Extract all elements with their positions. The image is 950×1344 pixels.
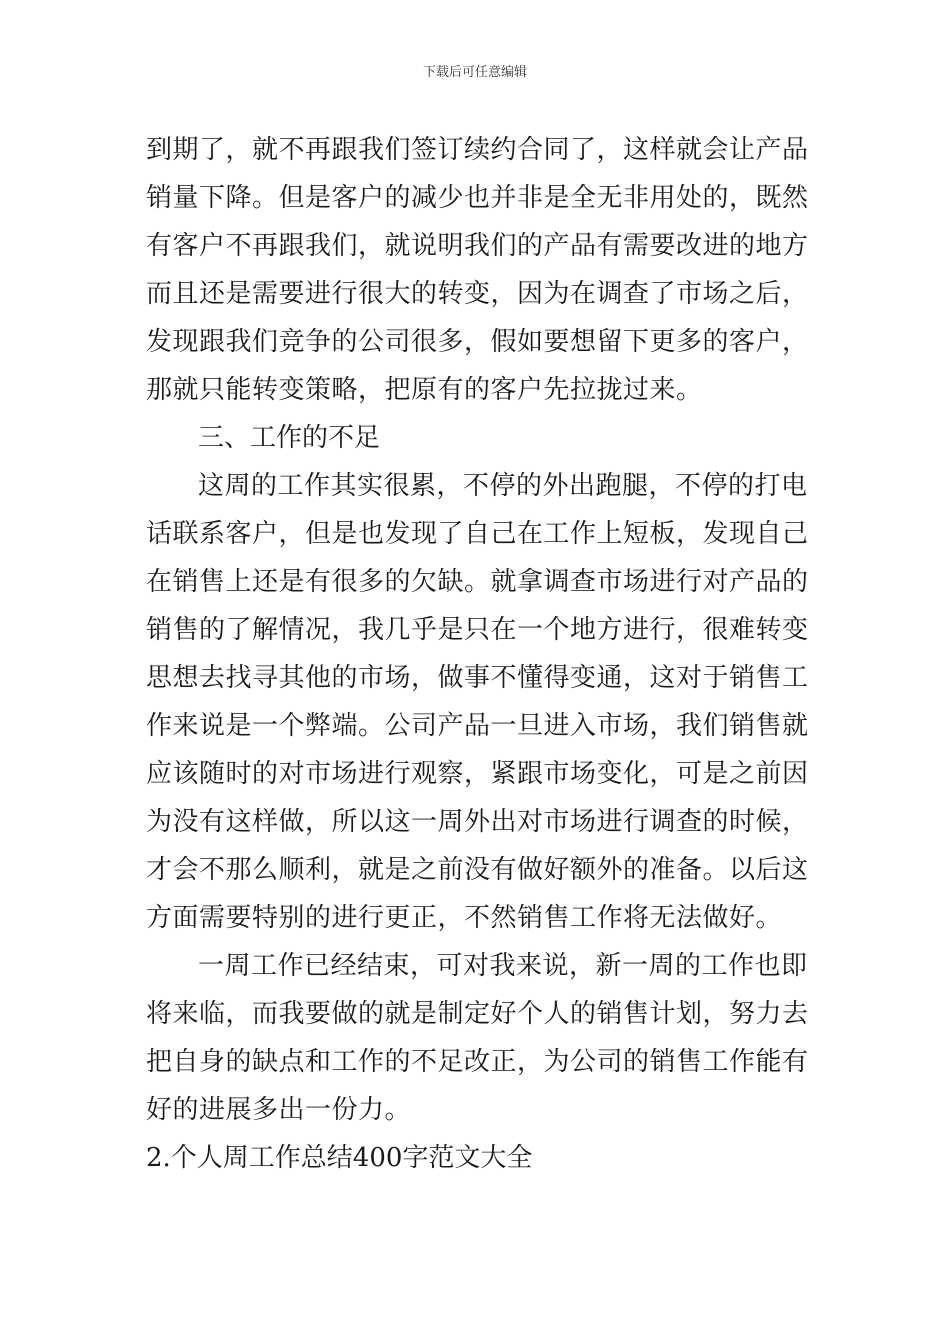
- text-line: 应该随时的对市场进行观察，紧跟市场变化，可是之前因: [146, 759, 809, 789]
- text-line: 销售的了解情况，我几乎是只在一个地方进行，很难转变: [146, 615, 809, 645]
- text-line: 为没有这样做，所以这一周外出对市场进行调查的时候，: [146, 807, 809, 837]
- text-line: 发现跟我们竞争的公司很多，假如要想留下更多的客户，: [146, 327, 809, 357]
- text-line: 把自身的缺点和工作的不足改正，为公司的销售工作能有: [146, 1047, 809, 1077]
- text-line: 话联系客户，但是也发现了自己在工作上短板，发现自己: [146, 519, 809, 549]
- text-line: 有客户不再跟我们，就说明我们的产品有需要改进的地方: [146, 231, 809, 261]
- text-line: 那就只能转变策略，把原有的客户先拉拢过来。: [146, 375, 703, 405]
- text-line: 将来临，而我要做的就是制定好个人的销售计划，努力去: [146, 999, 809, 1029]
- text-line: 在销售上还是有很多的欠缺。就拿调查市场进行对产品的: [146, 567, 809, 597]
- text-line: 到期了，就不再跟我们签订续约合同了，这样就会让产品: [146, 135, 809, 165]
- text-line: 而且还是需要进行很大的转变，因为在调查了市场之后，: [146, 279, 809, 309]
- text-line: 一周工作已经结束，可对我来说，新一周的工作也即: [198, 951, 808, 981]
- paragraph-continuation: [146, 126, 808, 414]
- paragraph-shortcomings: [146, 462, 808, 942]
- paragraph-conclusion: [146, 942, 808, 1134]
- page-header: 下载后可任意编辑: [422, 65, 527, 80]
- text-line: 方面需要特别的进行更正，不然销售工作将无法做好。: [146, 903, 783, 933]
- next-article-title: [146, 1134, 808, 1182]
- text-line: 销量下降。但是客户的减少也并非是全无非用处的，既然: [146, 183, 809, 213]
- article-title-text: 2.个人周工作总结400字范文大全: [146, 1143, 533, 1173]
- section-heading-text: 三、工作的不足: [198, 423, 381, 453]
- text-line: 作来说是一个弊端。公司产品一旦进入市场，我们销售就: [146, 711, 809, 741]
- text-line: 思想去找寻其他的市场，做事不懂得变通，这对于销售工: [146, 663, 809, 693]
- text-line: 这周的工作其实很累，不停的外出跑腿，不停的打电: [198, 471, 808, 501]
- section-heading: [146, 414, 808, 462]
- document-body: [146, 126, 808, 1182]
- text-line: 好的进展多出一份力。: [146, 1095, 412, 1125]
- text-line: 才会不那么顺利，就是之前没有做好额外的准备。以后这: [146, 855, 809, 885]
